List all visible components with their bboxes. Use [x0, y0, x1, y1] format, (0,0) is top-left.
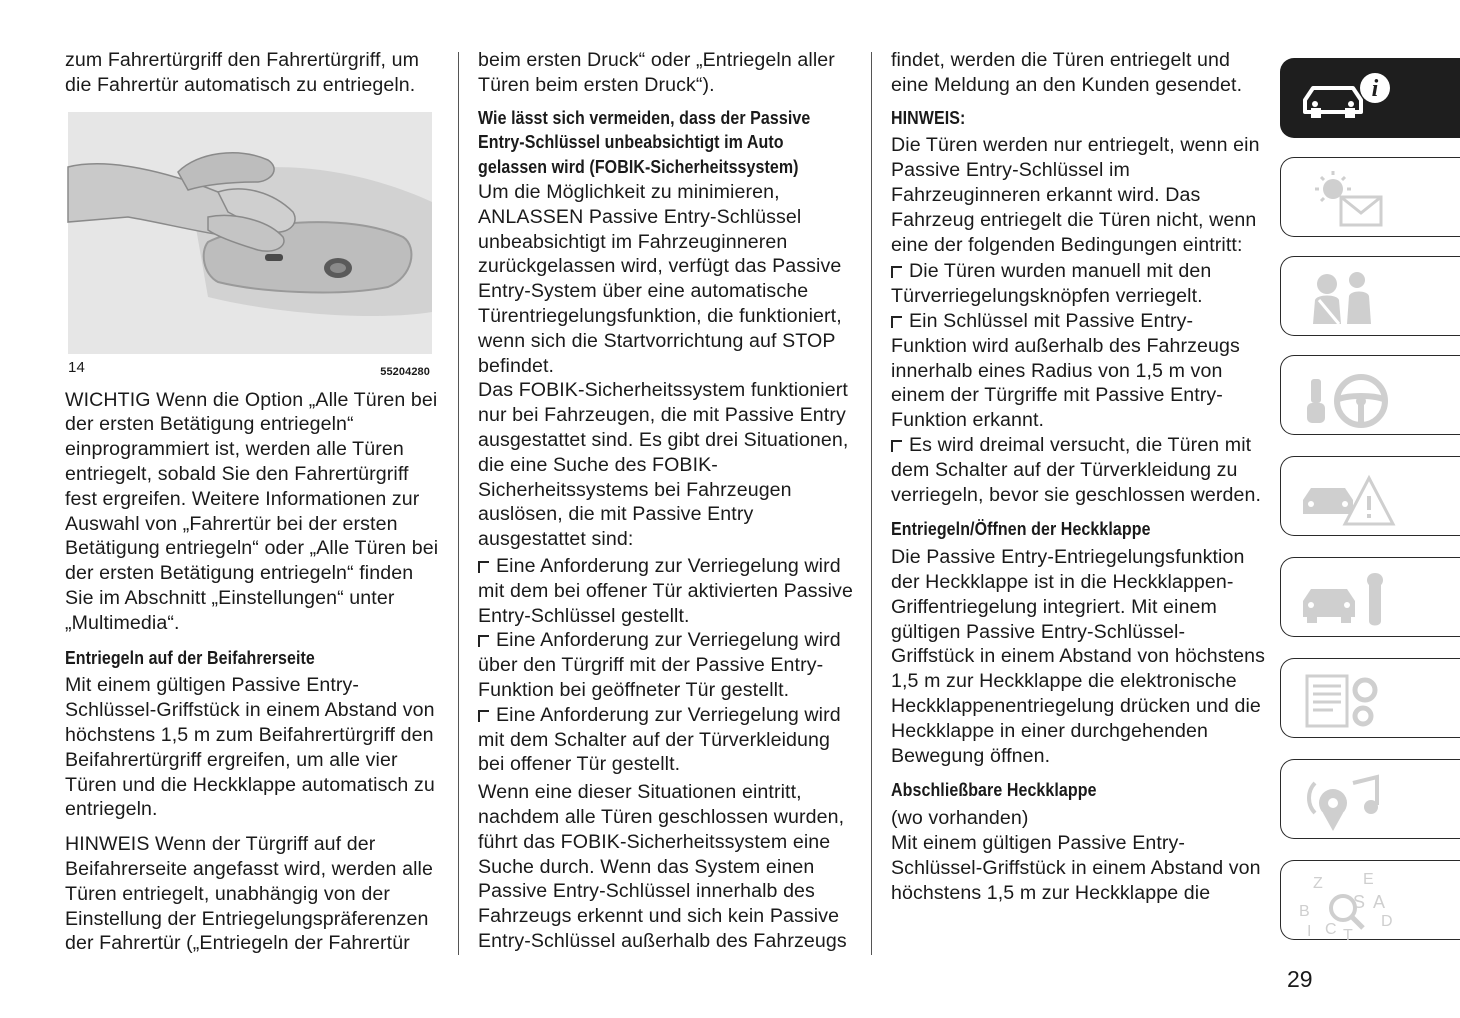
svg-text:C: C: [1325, 921, 1337, 938]
bullet-icon: [891, 316, 902, 328]
col3-paragraph-5: Mit einem gültigen Passive Entry-Schlüssel-Griffstück in einem Abstand von höchstens 1,5 m zur Heckklappe die: [891, 831, 1261, 904]
warning-lights-messages-icon: [1297, 167, 1397, 231]
figure-14: [65, 112, 432, 382]
col3-bullet-1: Die Türen wurden manuell mit den Türverriegelungsknöpfen verriegelt.: [891, 260, 1212, 308]
col3-heading-1: HINWEIS:: [891, 106, 966, 128]
svg-text:S: S: [1353, 892, 1366, 912]
column-divider-2: [871, 52, 872, 955]
door-handle-photo: [68, 112, 432, 354]
column-2: [478, 48, 853, 954]
svg-text:T: T: [1343, 927, 1353, 944]
svg-text:B: B: [1299, 903, 1310, 920]
column-3: [891, 48, 1266, 905]
car-info-icon: [1297, 68, 1397, 132]
bullet-icon: [478, 561, 489, 573]
page-number: 29: [1287, 966, 1313, 992]
col3-heading-3: Abschließbare Heckklappe: [891, 779, 1097, 801]
index-icon: [1297, 870, 1397, 944]
col1-paragraph-3: Mit einem gültigen Passive Entry-Schlüssel-Griffstück in einem Abstand von höchstens 1,5 m zum Beifahrertürgriff den Beifahrertürgriff ergreifen, um alle vier Türen und die Heckklappe automatisch zu entriegeln.: [65, 674, 435, 821]
tab-car-info[interactable]: [1280, 58, 1460, 138]
col1-paragraph-2: WICHTIG Wenn die Option „Alle Türen bei der ersten Betätigung entriegeln“ einprogrammiert ist, werden alle Türen entriegelt, sobald Sie den Fahrertürgriff fest ergreifen. Weitere Informationen zur Auswahl von „Fahrertür bei der ersten Betätigung entriegeln“ oder „Alle Türen bei der ersten Betätigung entriegeln“ finden Sie im Abschnitt „Einstellungen“ unter „Multimedia“.: [65, 388, 439, 634]
col1-heading-1: Entriegeln auf der Beifahrerseite: [65, 646, 315, 668]
svg-text:A: A: [1373, 892, 1386, 912]
bullet-icon: [891, 440, 902, 452]
col2-paragraph-2: Um die Möglichkeit zu minimieren, ANLASSEN Passive Entry-Schlüssel unbeabsichtigt im Fahrzeuginneren zurückgelassen wird, verfügt das Passive Entry-System über eine automatische Türentriegelungsfunktion, die funktioniert, wenn sich die Startvorrichtung auf STOP befindet.: [478, 180, 842, 377]
svg-text:i: i: [1371, 76, 1379, 102]
col3-paragraph-2: Die Türen werden nur entriegelt, wenn ein Passive Entry-Schlüssel im Fahrzeuginneren erkannt wird. Das Fahrzeug entriegelt die Türen nicht, wenn eine der folgenden Bedingungen eintritt:: [891, 134, 1260, 256]
car-service-icon: [1297, 567, 1397, 631]
col1-paragraph-1: zum Fahrertürgriff den Fahrertürgriff, um die Fahrertür automatisch zu entriegeln.: [65, 49, 420, 96]
col2-bullet-1: Eine Anforderung zur Verriegelung wird mit dem bei offener Tür aktivierten Passive Entry-Schlüssel gestellt.: [478, 554, 853, 627]
bullet-icon: [891, 266, 902, 278]
col3-paragraph-4: (wo vorhanden): [891, 807, 1029, 830]
col3-bullet-2: Ein Schlüssel mit Passive Entry-Funktion wird außerhalb des Fahrzeugs innerhalb eines Radius von 1,5 m von einem der Türgriffe mit Passive Entry-Funktion erkannt.: [891, 309, 1240, 432]
col2-bullet-3: Eine Anforderung zur Verriegelung wird mit dem Schalter auf der Türverkleidung bei offener Tür gestellt.: [478, 703, 841, 776]
tab-index[interactable]: [1280, 860, 1460, 944]
tab-starting-driving[interactable]: [1280, 355, 1460, 435]
tab-multimedia[interactable]: [1280, 759, 1460, 839]
svg-text:E: E: [1363, 871, 1374, 888]
svg-text:D: D: [1381, 913, 1393, 930]
figure-number: 14: [68, 358, 85, 376]
tab-service[interactable]: [1280, 557, 1460, 637]
col3-bullet-3: Es wird dreimal versucht, die Türen mit dem Schalter auf der Türverkleidung zu verriegeln, bevor sie geschlossen werden.: [891, 433, 1262, 506]
svg-text:I: I: [1307, 923, 1312, 940]
emergency-icon: [1297, 466, 1397, 530]
tab-warning-lights-messages[interactable]: [1280, 157, 1460, 237]
tab-technical-data[interactable]: [1280, 658, 1460, 738]
col2-heading-1: Wie lässt sich vermeiden, dass der Passive Entry-Schlüssel unbeabsichtigt im Auto gelassen wird (FOBIK-Sicherheitssystem): [478, 106, 811, 178]
technical-data-icon: [1297, 668, 1397, 732]
figure-code: 55204280: [380, 365, 430, 378]
safety-seat-airbag-icon: [1297, 266, 1397, 330]
col3-paragraph-3: Die Passive Entry-Entriegelungsfunktion der Heckklappe ist in die Heckklappen-Griffentriegelung integriert. Mit einem gültigen Passive Entry-Schlüssel-Griffstück in einem Abstand von höchstens 1,5 m zur Heckklappe die elektronische Heckklappenentriegelung drücken und die Heckklappe in einer durchgehenden Bewegung öffnen.: [891, 546, 1266, 767]
bullet-icon: [478, 635, 489, 647]
col2-paragraph-3: Das FOBIK-Sicherheitssystem funktioniert nur bei Fahrzeugen, die mit Passive Entry ausgestattet sind. Es gibt drei Situationen, die eine Suche des FOBIK-Sicherheitssystems bei Fahrzeugen auslösen, die mit Passive Entry ausgestattet sind:: [478, 379, 849, 551]
col2-bullet-2: Eine Anforderung zur Verriegelung wird über den Türgriff mit der Passive Entry-Funktion bei geöffneter Tür gestellt.: [478, 629, 841, 701]
multimedia-icon: [1297, 769, 1397, 833]
col3-paragraph-1: findet, werden die Türen entriegelt und eine Meldung an den Kunden gesendet.: [891, 49, 1243, 96]
col2-paragraph-4: Wenn eine dieser Situationen eintritt, nachdem alle Türen geschlossen wurden, führt das FOBIK-Sicherheitssystem eine Suche durch. Wenn das System einen Passive Entry-Schlüssel innerhalb des Fahrzeugs erkennt und sich kein Passive Entry-Schlüssel außerhalb des Fahrzeugs: [478, 781, 847, 952]
tab-safety[interactable]: [1280, 256, 1460, 336]
svg-text:Z: Z: [1313, 875, 1323, 892]
col3-heading-2: Entriegeln/Öffnen der Heckklappe: [891, 518, 1151, 540]
col1-paragraph-4: HINWEIS Wenn der Türgriff auf der Beifahrerseite angefasst wird, werden alle Türen entriegelt, unabhängig von der Einstellung der Entriegelungspräferenzen der Fahrertür („Entriegeln der Fahrertür: [65, 833, 433, 955]
column-1: [65, 48, 440, 956]
tab-emergency[interactable]: [1280, 456, 1460, 536]
col2-paragraph-1: beim ersten Druck“ oder „Entriegeln aller Türen beim ersten Druck“).: [478, 49, 835, 96]
bullet-icon: [478, 710, 489, 722]
column-divider-1: [458, 52, 459, 955]
key-steering-wheel-icon: [1297, 365, 1397, 429]
